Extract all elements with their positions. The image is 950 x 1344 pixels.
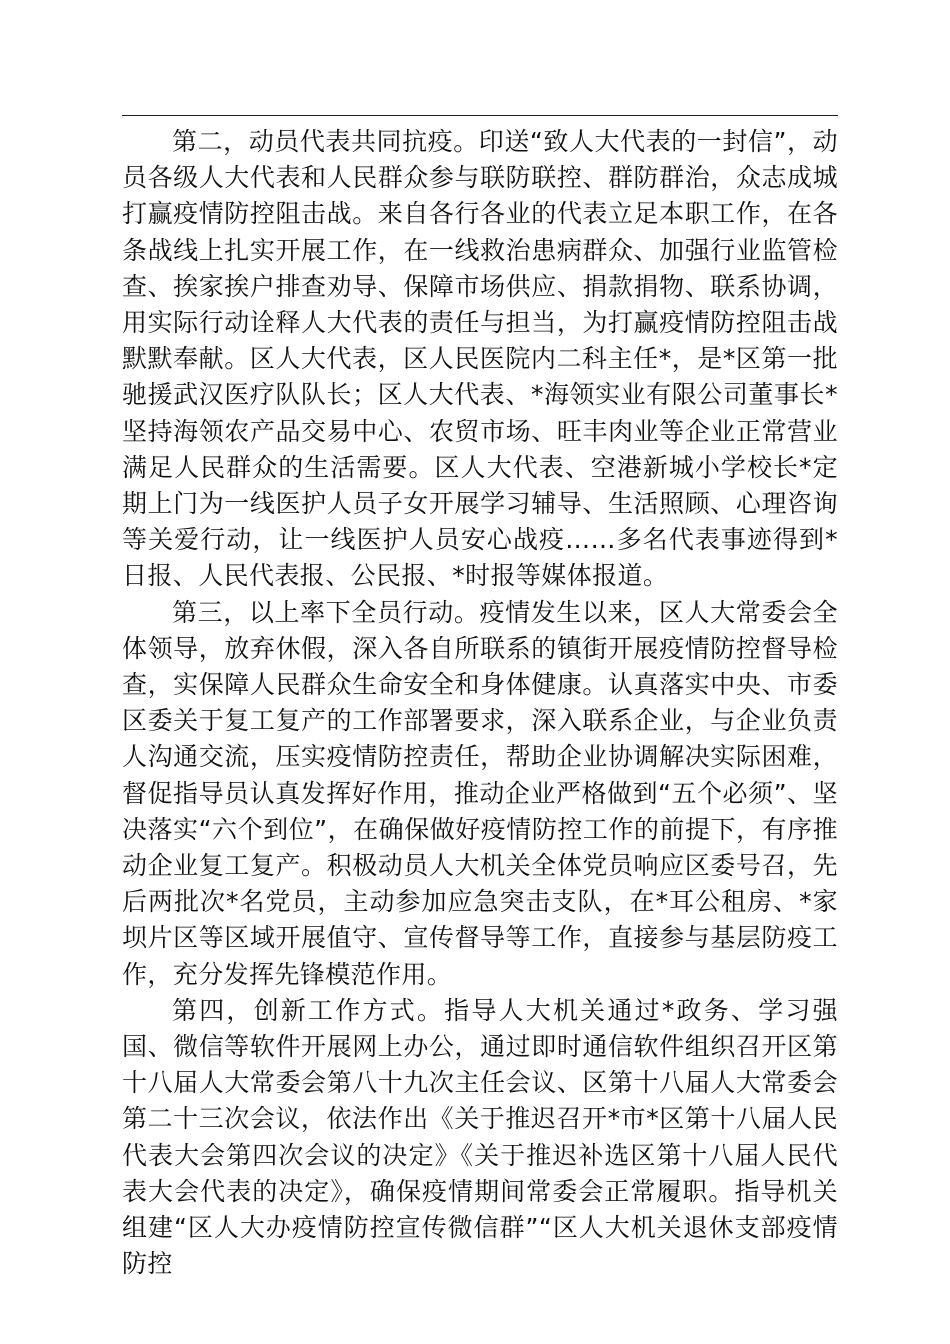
paragraph-second: 第二，动员代表共同抗疫。印送“致人大代表的一封信”，动员各级人大代表和人民群众参与联防联控、群防群治，众志成城打赢疫情防控阻击战。来自各行各业的代表立足本职工作，在各条战线上扎实开展工作，在一线救治患病群众、加强行业监管检查、挨家挨户排查劝导、保障市场供应、捐款捐物、联系协调，用实际行动诠释人大代表的责任与担当，为打赢疫情防控阻击战默默奉献。区人大代表，区人民医院内二科主任*，是*区第一批驰援武汉医疗队队长；区人大代表、*海领实业有限公司董事长*坚持海领农产品交易中心、农贸市场、旺丰肉业等企业正常营业满足人民群众的生活需要。区人大代表、空港新城小学校长*定期上门为一线医护人员子女开展学习辅导、生活照顾、心理咨询等关爱行动，让一线医护人员安心战疫……多名代表事迹得到*日报、人民代表报、公民报、*时报等媒体报道。 <box>122 127 838 591</box>
document-body <box>122 124 838 1283</box>
paragraph-fourth: 第四，创新工作方式。指导人大机关通过*政务、学习强国、微信等软件开展网上办公，通过即时通信软件组织召开区第十八届人大常委会第八十九次主任会议、区第十八届人大常委会第二十三次会议，依法作出《关于推迟召开*市*区第十八届人民代表大会第四次会议的决定》《关于推迟补选区第十八届人民代表大会代表的决定》，确保疫情期间常委会正常履职。指导机关组建“区人大办疫情防控宣传微信群”“区人大机关退休支部疫情防控 <box>122 995 838 1279</box>
paragraph-third: 第三，以上率下全员行动。疫情发生以来，区人大常委会全体领导，放弃休假，深入各自所联系的镇街开展疫情防控督导检查，实保障人民群众生命安全和身体健康。认真落实中央、市委区委关于复工复产的工作部署要求，深入联系企业，与企业负责人沟通交流，压实疫情防控责任，帮助企业协调解决实际困难，督促指导员认真发挥好作用，推动企业严格做到“五个必须”、坚决落实“六个到位”，在确保做好疫情防控工作的前提下，有序推动企业复工复产。积极动员人大机关全体党员响应区委号召，先后两批次*名党员，主动参加应急突击支队，在*耳公租房、*家坝片区等区域开展值守、宣传督导等工作，直接参与基层防疫工作，充分发挥先锋模范作用。 <box>122 597 838 989</box>
header-rule <box>122 115 838 116</box>
